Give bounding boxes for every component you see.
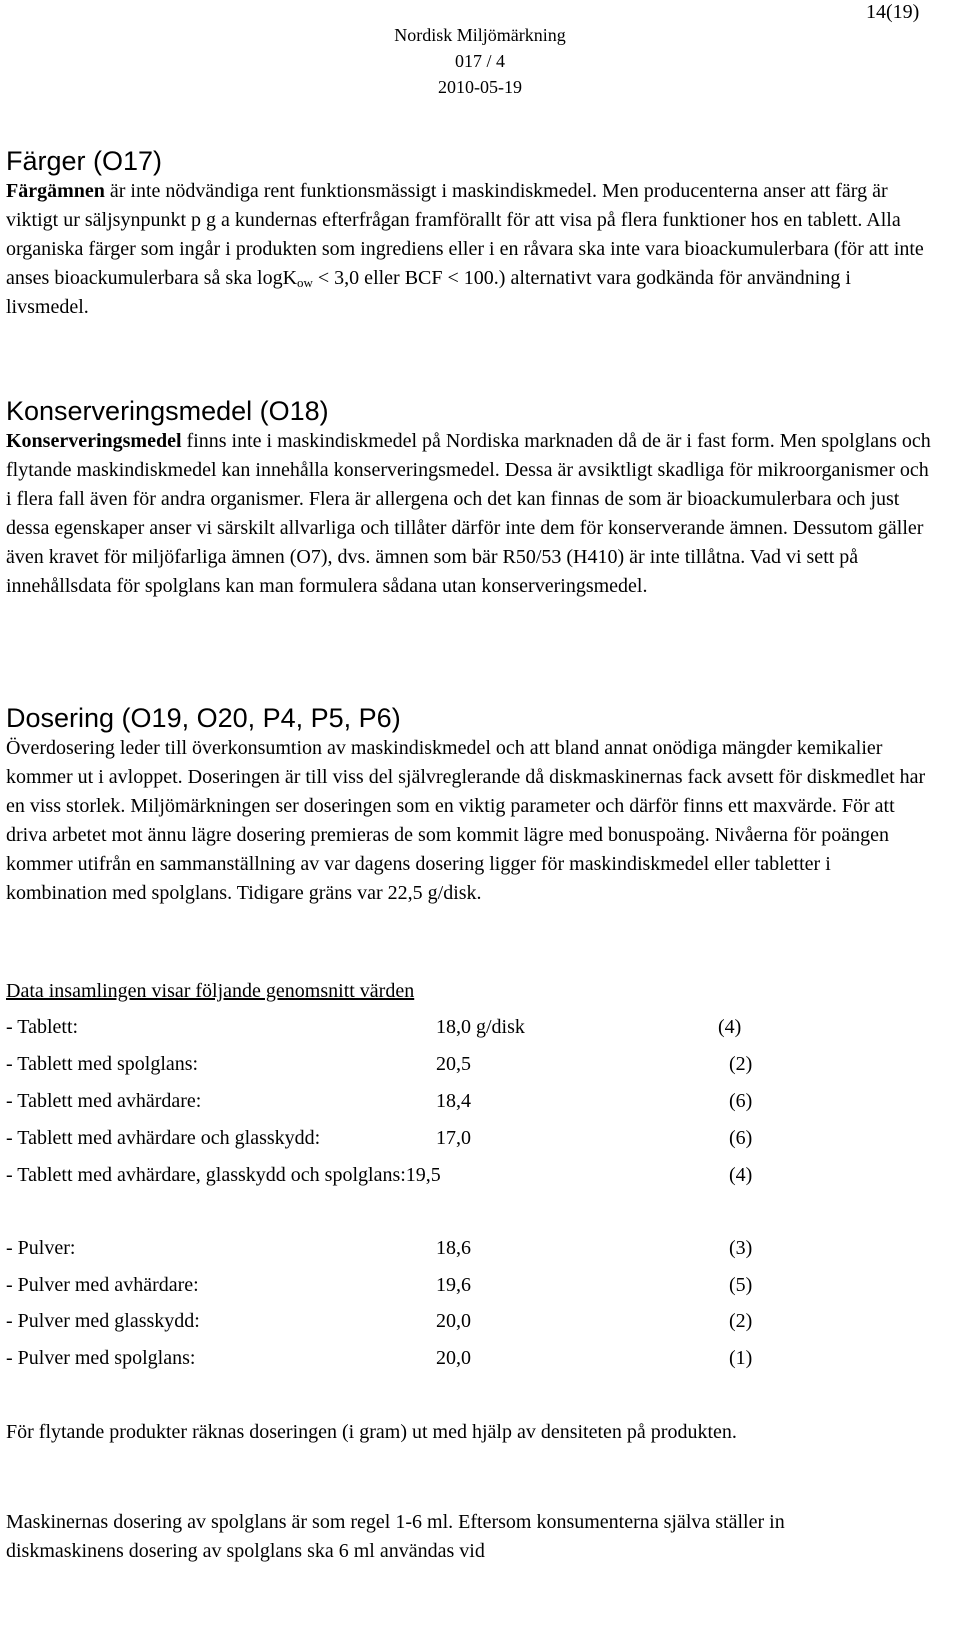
data-row-value: 20,0 bbox=[436, 1347, 471, 1369]
data-row-count: (3) bbox=[729, 1237, 753, 1259]
data-title-block bbox=[6, 977, 931, 1006]
section-text-konservering bbox=[6, 427, 931, 601]
section-heading-konservering: Konserveringsmedel (O18) bbox=[6, 396, 329, 426]
data-row-label bbox=[6, 1160, 441, 1190]
data-row bbox=[6, 1270, 926, 1300]
header-date: 2010-05-19 bbox=[438, 77, 522, 97]
data-row-count: (2) bbox=[729, 1310, 753, 1332]
text-konservering: finns inte i maskindiskmedel på Nordiska marknaden då de är i fast form. Men spolglans och flytande maskindiskmedel kan innehålla konserveringsmedel. Dessa är avsiktligt skadliga för mikroorganismer och i flera fall även för andra organismer. Flera är allergena och det kan finnas de som är bioackumulerbara och just dessa egenskaper anser vi särskilt allvarliga och tillåter därför inte dem för konserverande ämnen. Dessutom gäller även kravet för miljöfarliga ämnen (O7), dvs. ämnen som bär R50/53 (H410) är inte tillåtna. Vad vi sett på innehållsdata för spolglans kan man formulera sådana utan konserveringsmedel. bbox=[6, 430, 931, 597]
data-row-count: (1) bbox=[729, 1347, 753, 1369]
data-row-value: 20,0 bbox=[436, 1310, 471, 1332]
data-row-value: 18,6 bbox=[436, 1237, 471, 1259]
document-header bbox=[0, 22, 960, 100]
text-part-2: < 3,0 eller BCF < 100.) alternativt vara godkända för användning i livsmedel. bbox=[6, 267, 851, 318]
data-row-value: 19,5 bbox=[405, 1164, 441, 1186]
data-row-value: 18,4 bbox=[436, 1090, 471, 1112]
data-row-label: - Tablett med avhärdare och glasskydd: bbox=[6, 1127, 321, 1149]
text-part-1: är inte nödvändiga rent funktionsmässigt i maskindiskmedel. Men producenterna anser att färg är viktigt ur säljsynpunkt p g a kundernas efterfrågan framförallt för att visa på flera funktioner hos en tablett. Alla organiska färger som ingår i produkten som ingrediens eller i en råvara ska inte vara bioackumulerbara (för att inte anses bioackumulerbara så ska logK bbox=[6, 180, 924, 289]
data-row-count: (6) bbox=[729, 1127, 753, 1149]
data-title: Data insamlingen visar följande genomsnitt värden bbox=[6, 980, 415, 1002]
paragraph-maskinernas-block bbox=[6, 1508, 931, 1566]
section-heading-farger: Färger (O17) bbox=[6, 146, 163, 176]
data-row bbox=[6, 1012, 926, 1042]
lead-bold-konserveringsmedel: Konserveringsmedel bbox=[6, 430, 182, 452]
data-row-count: (6) bbox=[729, 1090, 753, 1112]
section-text-farger bbox=[6, 177, 931, 322]
data-row bbox=[6, 1160, 926, 1190]
header-org: Nordisk Miljömärkning bbox=[394, 25, 566, 45]
section-konservering bbox=[6, 395, 931, 601]
data-row-value: 19,6 bbox=[436, 1274, 471, 1296]
paragraph-flytande: För flytande produkter räknas doseringen (i gram) ut med hjälp av densiteten på produkten. bbox=[6, 1421, 737, 1443]
data-row-count: (4) bbox=[718, 1016, 742, 1038]
data-row-count: (2) bbox=[729, 1053, 753, 1075]
data-row bbox=[6, 1123, 926, 1153]
data-row-label: - Pulver med spolglans: bbox=[6, 1347, 196, 1369]
header-doc-id: 017 / 4 bbox=[454, 51, 505, 71]
data-row-label: - Tablett med avhärdare: bbox=[6, 1090, 202, 1112]
data-row-label: - Tablett med spolglans: bbox=[6, 1053, 199, 1075]
subscript-ow: ow bbox=[297, 275, 313, 290]
data-row bbox=[6, 1343, 926, 1373]
data-row-value: 18,0 g/disk bbox=[436, 1016, 525, 1038]
lead-bold-fargamnen: Färgämnen bbox=[6, 180, 105, 202]
paragraph-flytande-block bbox=[6, 1418, 931, 1447]
data-row-value: 20,5 bbox=[436, 1053, 471, 1075]
page-number: 14(19) bbox=[866, 1, 920, 23]
data-row bbox=[6, 1049, 926, 1079]
paragraph-maskinernas: Maskinernas dosering av spolglans är som regel 1-6 ml. Eftersom konsumenterna själva ställer in diskmaskinens dosering av spolglans ska 6 ml användas vid bbox=[6, 1511, 785, 1562]
section-dosering bbox=[6, 702, 931, 908]
data-row-label: - Pulver med glasskydd: bbox=[6, 1310, 200, 1332]
data-row bbox=[6, 1233, 926, 1263]
section-text-dosering: Överdosering leder till överkonsumtion av maskindiskmedel och att bland annat onödiga mängder kemikalier kommer ut i avloppet. Doseringen är till viss del självreglerande då diskmaskinernas fack avsett för diskmedlet har en viss storlek. Miljömärkningen ser doseringen som en viktig parameter och därför finns ett maxvärde. För att driva arbetet mot ännu lägre dosering premieras de som kommit lägre med bonuspoäng. Nivåerna för poängen kommer utifrån en sammanställning av var dagens dosering ligger för maskindiskmedel eller tabletter i kombination med spolglans. Tidigare gräns var 22,5 g/disk. bbox=[6, 737, 926, 904]
data-row-label: - Pulver: bbox=[6, 1237, 76, 1259]
section-heading-dosering: Dosering (O19, O20, P4, P5, P6) bbox=[6, 703, 401, 733]
data-row bbox=[6, 1306, 926, 1336]
data-row-label-text: - Tablett med avhärdare, glasskydd och spolglans: bbox=[6, 1164, 406, 1186]
section-farger bbox=[6, 145, 931, 322]
data-row-value: 17,0 bbox=[436, 1127, 471, 1149]
data-row-count: (5) bbox=[729, 1274, 753, 1296]
data-row-count: (4) bbox=[729, 1164, 753, 1186]
data-row bbox=[6, 1086, 926, 1116]
data-row-label: - Pulver med avhärdare: bbox=[6, 1274, 199, 1296]
data-row-label: - Tablett: bbox=[6, 1016, 79, 1038]
